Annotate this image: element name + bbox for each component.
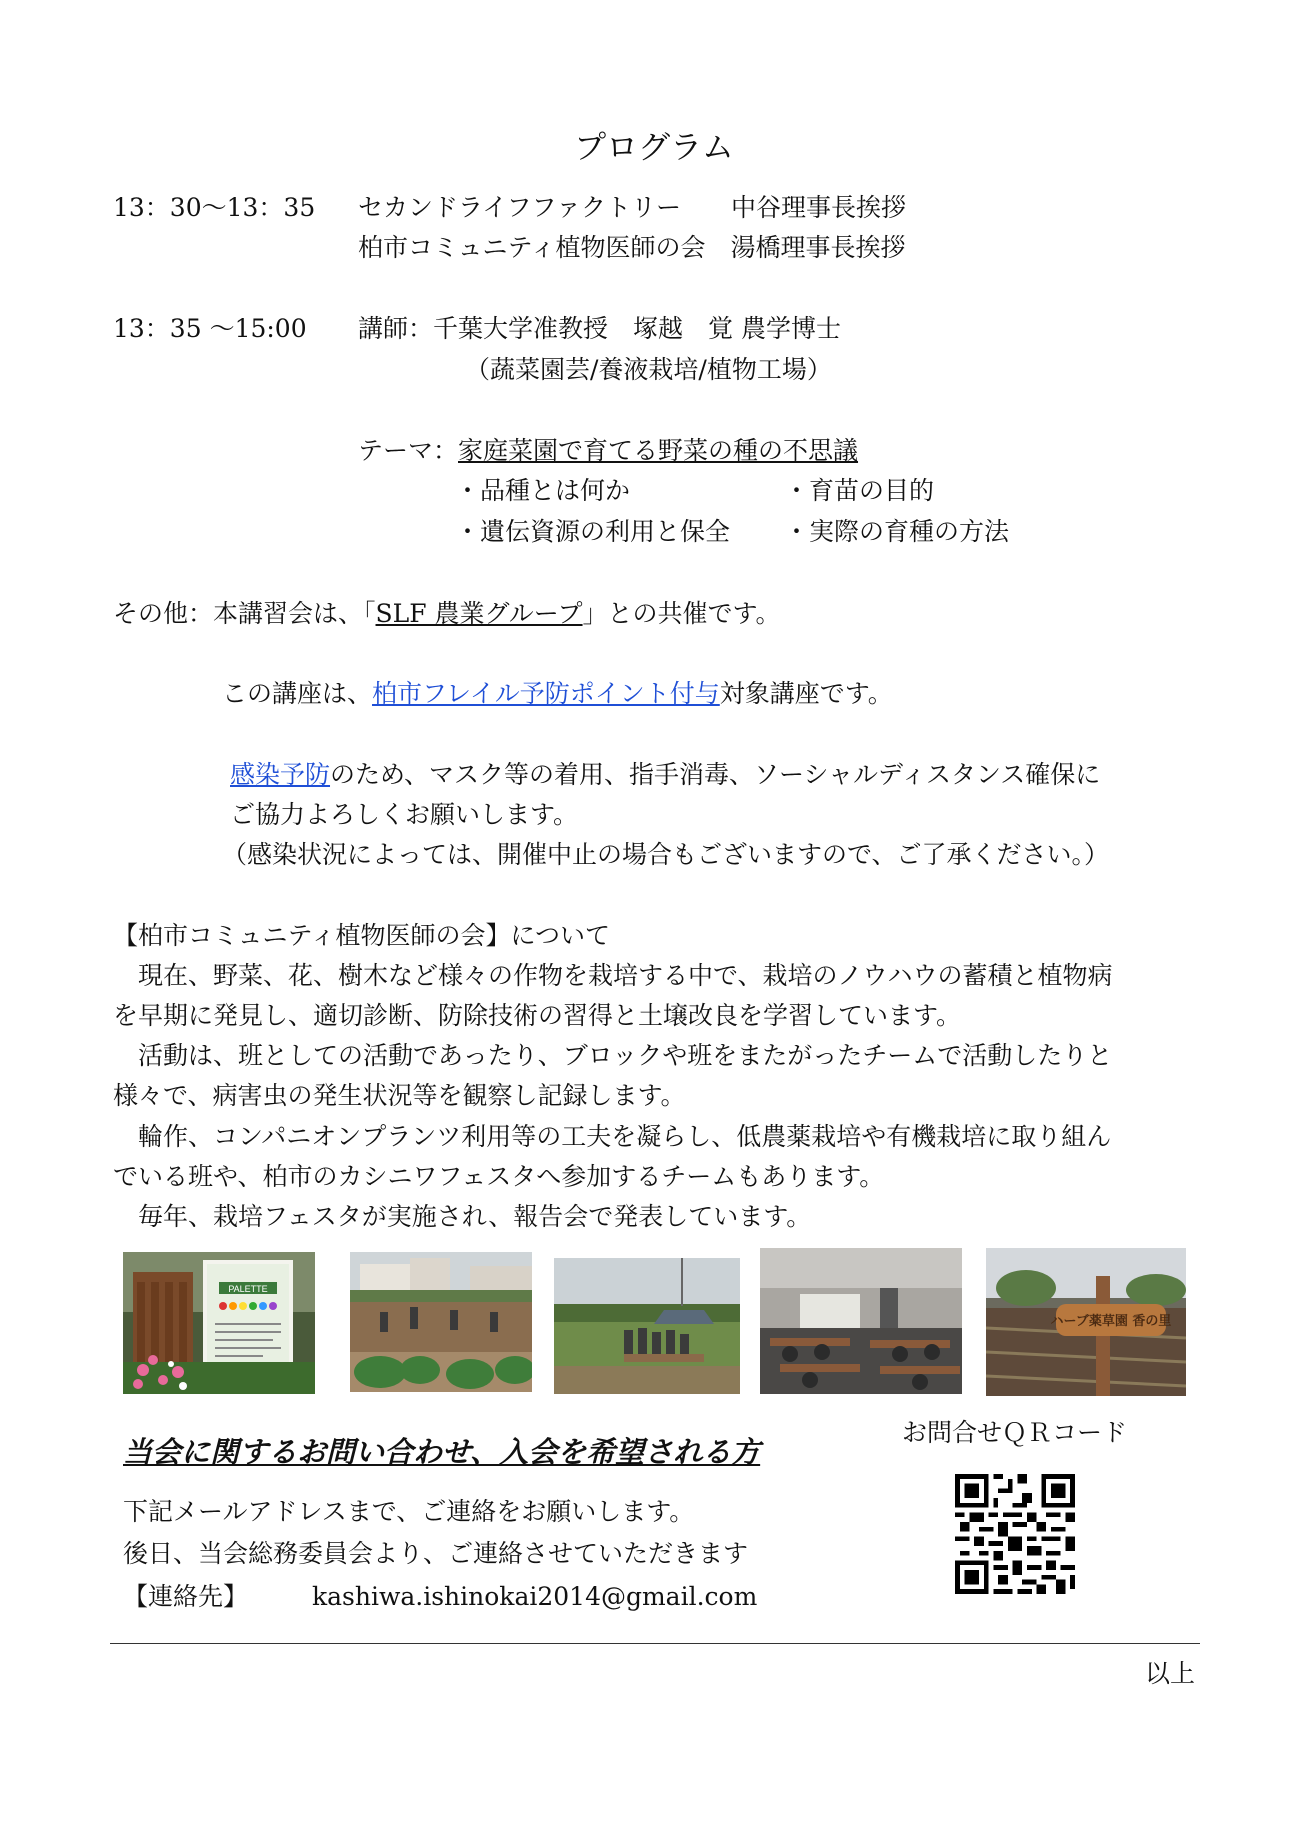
theme-bullet-2: ・育苗の目的	[784, 476, 935, 505]
about-line: でいる班や、柏市のカシニワフェスタへ参加するチームもあります。	[113, 1162, 885, 1191]
about-line: 活動は、班としての活動であったり、ブロックや班をまたがったチームで活動したりと	[113, 1041, 1113, 1070]
about-line: 輪作、コンパニオンプランツ利用等の工夫を凝らし、低農薬栽培や有機栽培に取り組ん	[113, 1122, 1112, 1151]
lecturer-field: （蔬菜園芸/養液栽培/植物工場）	[465, 355, 832, 384]
contact-cta-heading: 当会に関するお問い合わせ、入会を希望される方	[123, 1435, 761, 1469]
theme-bullet-3: ・遺伝資源の利用と保全	[455, 517, 731, 546]
photo-lecture-room	[760, 1248, 962, 1394]
theme-bullet-4: ・実際の育種の方法	[784, 517, 1010, 546]
about-line: 毎年、栽培フェスタが実施され、報告会で発表しています。	[113, 1202, 812, 1231]
about-heading: 【柏市コミュニティ植物医師の会】について	[113, 921, 611, 950]
photo-field-meeting	[554, 1258, 740, 1394]
end-mark: 以上	[1145, 1659, 1196, 1688]
schedule-line-1b: 柏市コミュニティ植物医師の会 湯橋理事長挨拶	[358, 233, 906, 262]
about-line: 現在、野菜、花、樹木など様々の作物を栽培する中で、栽培のノウハウの蓄積と植物病	[113, 961, 1113, 990]
contact-label: 【連絡先】	[123, 1582, 249, 1611]
photo-garden-sign	[123, 1252, 315, 1394]
palette-sign-text: PALETTE	[228, 1284, 268, 1294]
infection-line	[230, 757, 1100, 793]
page-title: プログラム	[574, 128, 734, 166]
about-line: 様々で、病害虫の発生状況等を観察し記録します。	[113, 1081, 686, 1110]
infection-note: （感染状況によっては、開催中止の場合もございますので、ご了承ください。）	[222, 840, 1110, 869]
cohost-prefix: その他：本講習会は、「	[113, 599, 376, 628]
qr-code-label: お問合せＱＲコード	[902, 1418, 1128, 1447]
frail-line	[222, 676, 893, 712]
about-line: を早期に発見し、適切診断、防除技術の習得と土壌改良を学習しています。	[113, 1001, 962, 1030]
lecturer-line: 講師：千葉大学准教授 塚越 覚 農学博士	[358, 314, 841, 343]
schedule-time-2: 13：35 ～15:00	[113, 314, 307, 343]
theme-line	[358, 433, 858, 469]
theme-title: 家庭菜園で育てる野菜の種の不思議	[458, 436, 859, 465]
cohost-group: SLF 農業グループ	[375, 599, 583, 628]
frail-prefix: この講座は、	[222, 679, 373, 708]
infection-prevention-link[interactable]: 感染予防	[230, 760, 331, 789]
herb-sign-text: ハーブ薬草園 香の里	[1050, 1314, 1172, 1329]
photo-herb-garden	[986, 1248, 1186, 1396]
schedule-time-1: 13：30～13：35	[113, 193, 316, 222]
theme-bullet-1: ・品種とは何か	[455, 476, 631, 505]
cohost-line	[113, 596, 781, 632]
contact-email[interactable]: kashiwa.ishinokai2014@gmail.com	[312, 1582, 758, 1611]
qr-code-image[interactable]	[955, 1474, 1075, 1594]
contact-line-1: 下記メールアドレスまで、ご連絡をお願いします。	[123, 1497, 695, 1526]
theme-label: テーマ：	[358, 436, 459, 465]
contact-line-2: 後日、当会総務委員会より、ご連絡させていただきます	[123, 1539, 749, 1568]
schedule-line-1a: セカンドライフファクトリー 中谷理事長挨拶	[358, 193, 907, 222]
frail-point-link[interactable]: 柏市フレイル予防ポイント付与	[372, 679, 720, 708]
infection-text: のため、マスク等の着用、指手消毒、ソーシャルディスタンス確保に	[330, 760, 1101, 789]
footer-divider	[110, 1643, 1200, 1644]
photo-field-work	[350, 1252, 532, 1392]
frail-suffix: 対象講座です。	[719, 679, 893, 708]
infection-line-2: ご協力よろしくお願いします。	[230, 800, 579, 829]
cohost-suffix: 」との共催です。	[582, 599, 781, 628]
